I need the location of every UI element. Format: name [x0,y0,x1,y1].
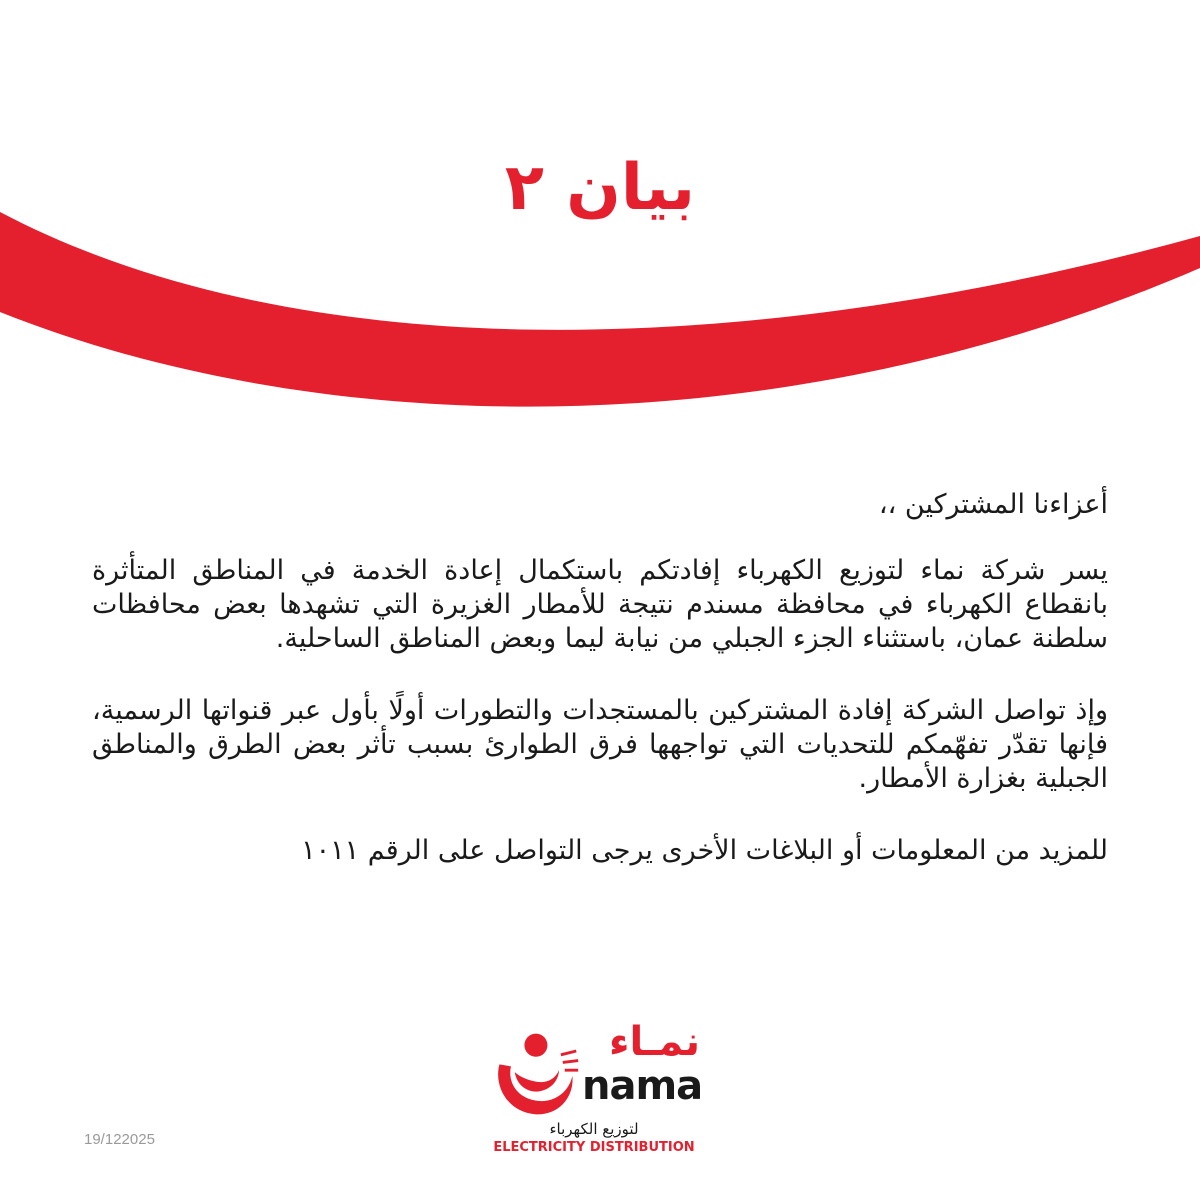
nama-logo [480,1020,720,1160]
statement-date: 19/122025 [84,1131,155,1148]
paragraph-3: للمزيد من المعلومات أو البلاغات الأخرى يرجى التواصل على الرقم ١٠١١ [301,835,1108,866]
statement-title: بيان ٢ [504,151,696,225]
statement-body [92,488,1108,868]
logo-name-english: nama [582,1063,703,1109]
paragraph-2: وإذ تواصل الشركة إفادة المشتركين بالمستجدات والتطورات أولًا بأول عبر قنواتها الرسمية، فإنها تقدّر تفهّمكم للتحديات التي تواجهها فرق الطوارئ بسبب تأثر بعض الطرق والمناطق الجبلية بغزارة الأمطار. [92,695,1108,794]
greeting: أعزاءنا المشتركين ،، [878,489,1108,520]
paragraph-1: يسر شركة نماء لتوزيع الكهرباء إفادتكم باستكمال إعادة الخدمة في المناطق المتأثرة بانقطاع الكهرباء في محافظة مسندم نتيجة للأمطار الغزيرة التي تشهدها بعض محافظات سلطنة عمان، باستثناء الجزء الجبلي من نيابة ليما وبعض المناطق الساحلية. [92,555,1108,654]
logo-name-arabic: نمـاء [609,1019,700,1065]
logo-tagline-arabic: لتوزيع الكهرباء [549,1120,639,1138]
nama-swirl-icon [486,1026,582,1122]
logo-tagline-english: ELECTRICITY DISTRIBUTION [493,1140,695,1155]
red-swoosh-band [0,0,1200,460]
